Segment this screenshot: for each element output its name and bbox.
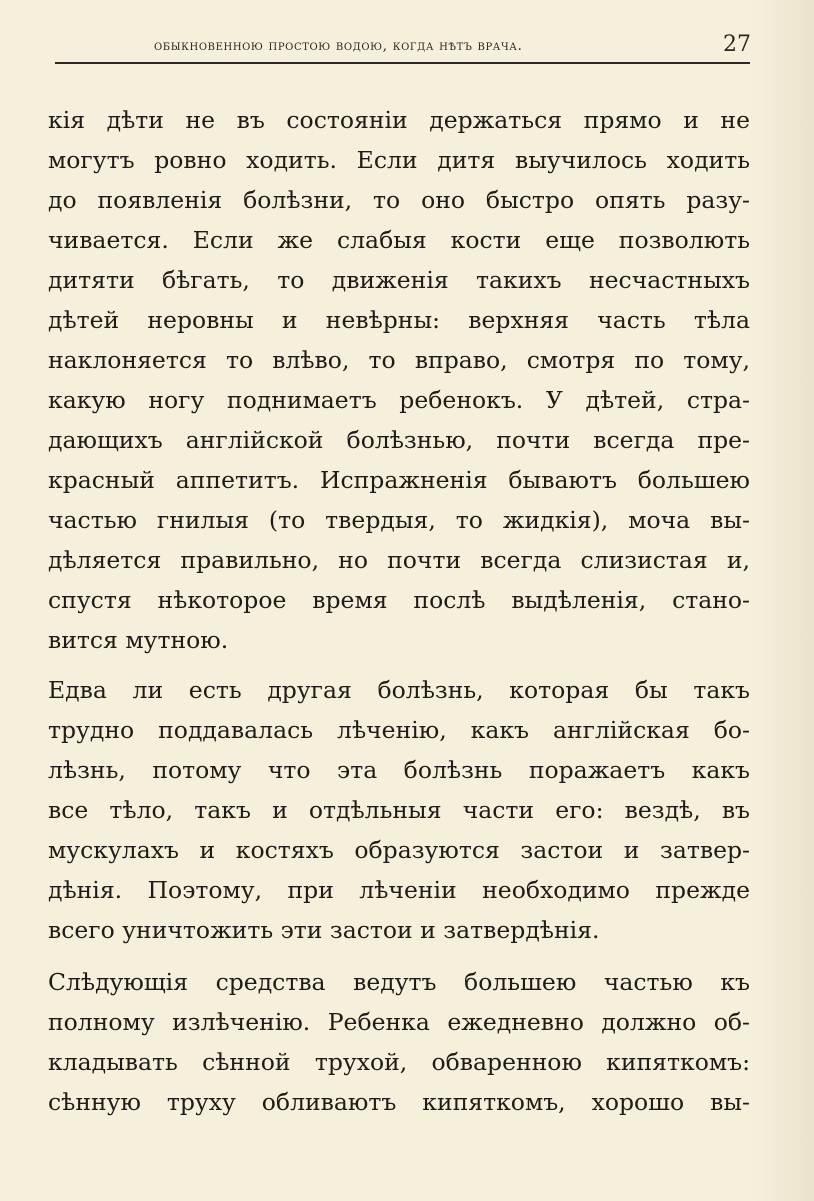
paragraph-2: [48, 670, 750, 950]
text-line: спустя нѣкоторое время послѣ выдѣленія, стано-: [48, 586, 750, 614]
text-line: красный аппетитъ. Испражненія бываютъ большею: [48, 466, 750, 494]
text-line: какую ногу поднимаетъ ребенокъ. У дѣтей, стра-: [48, 386, 750, 414]
text-line: кладывать сѣнной трухой, обваренною кипяткомъ:: [48, 1048, 750, 1076]
page-number: 27: [723, 32, 751, 57]
running-title: обыкновенною простою водою, когда нѣтъ врача.: [154, 38, 523, 54]
text-line: полному излѣченію. Ребенка ежедневно должно об-: [48, 1008, 750, 1036]
text-line: чивается. Если же слабыя кости еще позволють: [48, 226, 750, 254]
text-line: сѣнную труху обливаютъ кипяткомъ, хорошо вы-: [48, 1088, 750, 1116]
text-line: Слѣдующія средства ведутъ большею частью къ: [48, 968, 750, 996]
text-line: Едва ли есть другая болѣзнь, которая бы такъ: [48, 676, 750, 704]
text-line: частью гнилыя (то твердыя, то жидкія), моча вы-: [48, 506, 750, 534]
page-edge-shadow: [754, 0, 814, 1201]
text-line: всего уничтожить эти застои и затвердѣнія.: [48, 916, 600, 944]
text-line: трудно поддавалась лѣченію, какъ англійская бо-: [48, 716, 750, 744]
text-line: вится мутною.: [48, 626, 229, 654]
text-line: могутъ ровно ходить. Если дитя выучилось ходить: [48, 146, 750, 174]
text-line: дающихъ англійской болѣзнью, почти всегда пре-: [48, 426, 750, 454]
text-line: дѣнія. Поэтому, при лѣченіи необходимо прежде: [48, 876, 750, 904]
text-line: наклоняется то влѣво, то вправо, смотря по тому,: [48, 346, 750, 374]
text-line: дѣляется правильно, но почти всегда слизистая и,: [48, 546, 750, 574]
header-rule: [55, 62, 750, 64]
text-line: до появленія болѣзни, то оно быстро опять разу-: [48, 186, 750, 214]
text-line: лѣзнь, потому что эта болѣзнь поражаетъ какъ: [48, 756, 750, 784]
text-line: кія дѣти не въ состояніи держаться прямо и не: [48, 106, 750, 134]
paragraph-1: [48, 100, 750, 660]
text-line: мускулахъ и костяхъ образуются застои и затвер-: [48, 836, 750, 864]
text-line: дѣтей неровны и невѣрны: верхняя часть тѣла: [48, 306, 750, 334]
text-line: дитяти бѣгать, то движенія такихъ несчастныхъ: [48, 266, 750, 294]
text-line: все тѣло, такъ и отдѣльныя части его: вездѣ, въ: [48, 796, 750, 824]
body-text: [48, 100, 750, 1122]
running-head: [60, 30, 750, 62]
paragraph-3: [48, 962, 750, 1122]
